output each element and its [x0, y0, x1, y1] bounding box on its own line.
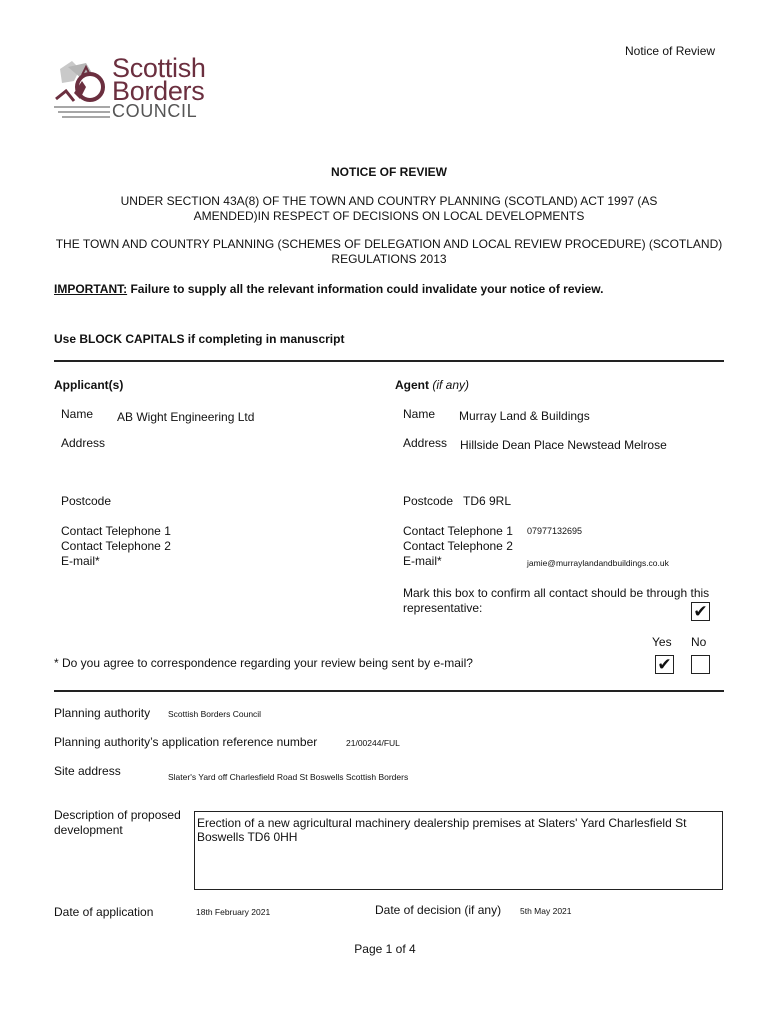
applicant-name-label: Name	[61, 407, 94, 421]
section-divider-2	[54, 690, 724, 692]
notice-subtitle-act: UNDER SECTION 43A(8) OF THE TOWN AND COUNTRY PLANNING (SCOTLAND) ACT 1997 (AS AMENDED)IN RESPECT OF DECISIONS ON LOCAL DEVELOPMENTS	[120, 194, 658, 223]
applicant-postcode-label: Postcode	[61, 494, 112, 508]
agent-email-field[interactable]: jamie@murraylandandbuildings.co.uk	[527, 558, 669, 568]
applicant-name-field[interactable]: AB Wight Engineering Ltd	[117, 410, 255, 424]
date-of-application-label: Date of application	[54, 905, 154, 919]
email-consent-yes-checkbox[interactable]	[655, 655, 674, 674]
council-logo	[52, 55, 222, 123]
applicant-heading: Applicant(s)	[54, 378, 124, 392]
important-label: IMPORTANT:	[54, 282, 128, 296]
site-address-field[interactable]: Slater's Yard off Charlesfield Road St Boswells Scottish Borders	[168, 772, 409, 782]
logo-text-line2: Borders	[112, 76, 205, 106]
agent-email-label: E-mail*	[403, 554, 442, 568]
development-description-value: Erection of a new agricultural machinery dealership premises at Slaters' Yard Charlesfield St Boswells TD6 0HH	[197, 816, 687, 844]
council-crest-icon	[52, 57, 114, 121]
page-number: Page 1 of 4	[354, 942, 416, 956]
agent-phone1-label: Contact Telephone 1	[403, 524, 513, 538]
important-text: Failure to supply all the relevant information could invalidate your notice of review.	[127, 282, 604, 296]
applicant-address-label: Address	[61, 436, 106, 450]
header-title: Notice of Review	[625, 44, 716, 58]
important-notice	[54, 282, 603, 296]
email-consent-no-checkbox[interactable]	[691, 655, 710, 674]
agent-name-field[interactable]: Murray Land & Buildings	[459, 409, 590, 423]
planning-authority-field[interactable]: Scottish Borders Council	[168, 709, 262, 719]
applicant-phone1-label: Contact Telephone 1	[61, 524, 171, 538]
logo-text-line3: COUNCIL	[112, 101, 198, 121]
date-of-decision-field[interactable]: 5th May 2021	[520, 906, 572, 916]
email-consent-yes-check-icon: ✔	[657, 655, 672, 674]
no-column-label: No	[691, 635, 707, 649]
representative-checkbox[interactable]	[691, 602, 710, 621]
agent-name-label: Name	[403, 407, 436, 421]
logo-text-line1: Scottish	[112, 53, 206, 83]
date-of-decision-label: Date of decision (if any)	[375, 903, 502, 917]
site-address-label: Site address	[54, 764, 121, 778]
development-description-label: Description of proposed development	[54, 808, 181, 837]
yes-column-label: Yes	[652, 635, 672, 649]
agent-phone1-field[interactable]: 07977132695	[527, 526, 583, 536]
applicant-address-field[interactable]	[117, 436, 377, 476]
application-reference-field[interactable]: 21/00244/FUL	[346, 738, 400, 748]
agent-heading	[395, 378, 469, 392]
representative-confirm-text: Mark this box to confirm all contact should be through this representative:	[403, 586, 710, 615]
notice-subtitle-regulations: THE TOWN AND COUNTRY PLANNING (SCHEMES OF DELEGATION AND LOCAL REVIEW PROCEDURE) (SCOTLAND) REGULATIONS 2013	[55, 237, 723, 266]
agent-postcode-label: Postcode	[403, 494, 454, 508]
agent-postcode-field[interactable]: TD6 9RL	[463, 494, 512, 508]
development-description-box[interactable]	[194, 811, 723, 890]
applicant-email-label: E-mail*	[61, 554, 100, 568]
block-capitals-instruction: Use BLOCK CAPITALS if completing in manuscript	[54, 332, 345, 346]
agent-phone2-label: Contact Telephone 2	[403, 539, 513, 553]
notice-title: NOTICE OF REVIEW	[330, 165, 447, 179]
date-of-application-field[interactable]: 18th February 2021	[196, 907, 271, 917]
representative-check-icon: ✔	[693, 602, 708, 621]
section-divider	[54, 360, 724, 362]
agent-address-label: Address	[403, 436, 448, 450]
applicant-phone2-label: Contact Telephone 2	[61, 539, 171, 553]
applicant-postcode-field[interactable]	[117, 494, 317, 509]
agent-heading-note: (if any)	[429, 378, 470, 392]
application-reference-label: Planning authority’s application reference number	[54, 735, 318, 749]
agent-heading-label: Agent	[395, 378, 429, 392]
agent-address-field[interactable]: Hillside Dean Place Newstead Melrose	[460, 438, 667, 452]
planning-authority-label: Planning authority	[54, 706, 151, 720]
email-consent-question: * Do you agree to correspondence regarding your review being sent by e-mail?	[54, 656, 473, 670]
